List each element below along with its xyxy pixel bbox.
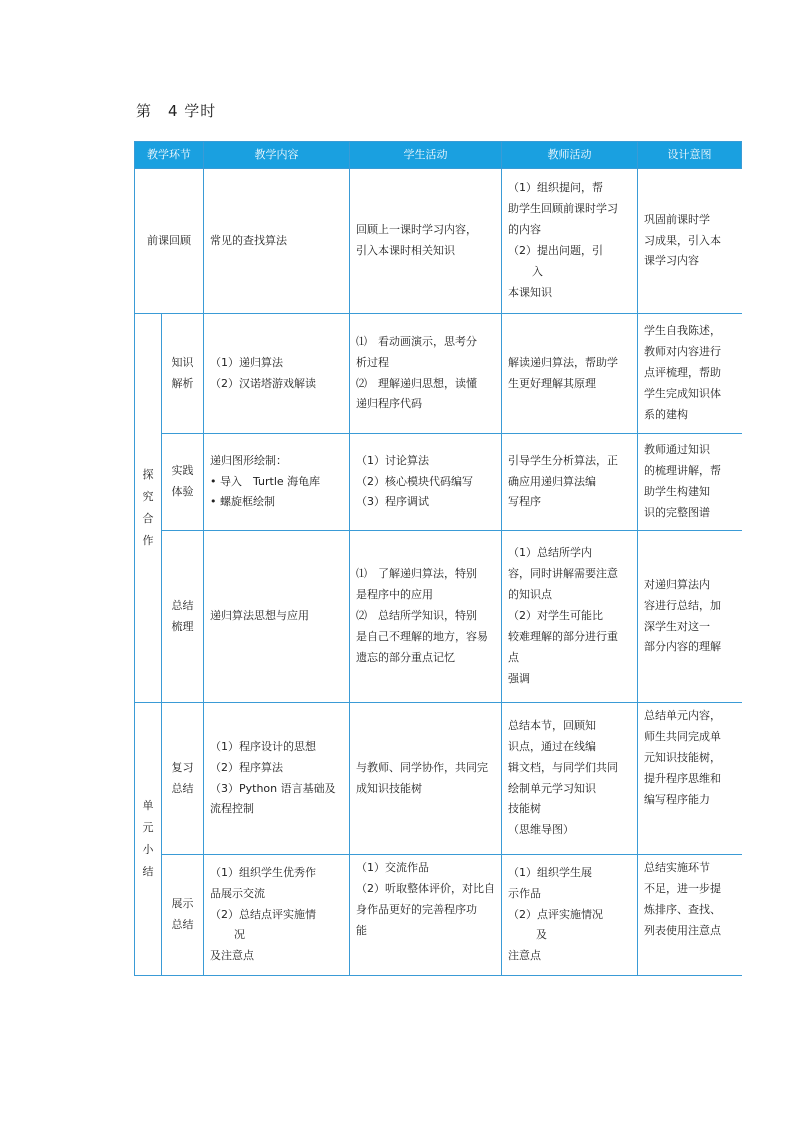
student-cell: 回顾上一课时学习内容， 引入本课时相关知识	[350, 169, 502, 314]
stage-cell: 复习 总结	[162, 703, 204, 855]
intent-cell: 教师通过知识 的梳理讲解，帮 助学生构建知 识的完整图谱	[638, 434, 742, 531]
header-intent: 设计意图	[638, 142, 742, 169]
table-row	[135, 531, 742, 703]
group-explore: 探 究 合 作	[135, 314, 162, 703]
content-cell: （1）程序设计的思想 （2）程序算法 （3）Python 语言基础及 流程控制	[204, 703, 350, 855]
student-cell: （1）讨论算法 （2）核心模块代码编写 （3）程序调试	[350, 434, 502, 531]
student-cell: ⑴ 看动画演示，思考分 析过程 ⑵ 理解递归思想，读懂 递归程序代码	[350, 314, 502, 434]
table-header-row	[135, 142, 742, 169]
header-content: 教学内容	[204, 142, 350, 169]
content-cell: 递归图形绘制： • 导入 Turtle 海龟库 • 螺旋框绘制	[204, 434, 350, 531]
stage-cell: 总结 梳理	[162, 531, 204, 703]
student-cell: （1）交流作品 （2）听取整体评价，对比自 身作品更好的完善程序功 能	[350, 855, 502, 976]
stage-cell: 展示 总结	[162, 855, 204, 976]
content-cell: 常见的查找算法	[204, 169, 350, 314]
content-cell: 递归算法思想与应用	[204, 531, 350, 703]
stage-cell: 前课回顾	[135, 169, 204, 314]
page-title: 第 4 学时	[136, 102, 217, 120]
intent-cell: 对递归算法内 容进行总结，加 深学生对这一 部分内容的理解	[638, 531, 742, 703]
lesson-plan-table	[134, 141, 742, 976]
header-stage: 教学环节	[135, 142, 204, 169]
teacher-cell: 引导学生分析算法，正 确应用递归算法编 写程序	[502, 434, 638, 531]
intent-cell: 总结实施环节 不足，进一步提 炼排序、查找、 列表使用注意点	[638, 855, 742, 976]
teacher-cell: （1）组织学生展 示作品 （2）点评实施情况 及 注意点	[502, 855, 638, 976]
teacher-cell: 解读递归算法，帮助学 生更好理解其原理	[502, 314, 638, 434]
content-cell: （1）递归算法 （2）汉诺塔游戏解读	[204, 314, 350, 434]
teacher-cell: 总结本节，回顾知 识点，通过在线编 辑文档，与同学们共同 绘制单元学习知识 技能树 （思维导图）	[502, 703, 638, 855]
intent-cell: 学生自我陈述， 教师对内容进行 点评梳理，帮助 学生完成知识体 系的建构	[638, 314, 742, 434]
table-row	[135, 855, 742, 976]
intent-cell: 总结单元内容， 师生共同完成单 元知识技能树， 提升程序思维和 编写程序能力	[638, 703, 742, 855]
table-row	[135, 314, 742, 434]
group-unit: 单 元 小 结	[135, 703, 162, 976]
content-cell: （1）组织学生优秀作 品展示交流 （2）总结点评实施情 况 及注意点	[204, 855, 350, 976]
header-teacher: 教师活动	[502, 142, 638, 169]
table-row	[135, 434, 742, 531]
teacher-cell: （1）总结所学内 容，同时讲解需要注意 的知识点 （2）对学生可能比 较难理解的部分进行重 点 强调	[502, 531, 638, 703]
table-row	[135, 703, 742, 855]
intent-cell: 巩固前课时学 习成果，引入本 课学习内容	[638, 169, 742, 314]
stage-cell: 知识 解析	[162, 314, 204, 434]
stage-cell: 实践 体验	[162, 434, 204, 531]
student-cell: 与教师、同学协作，共同完 成知识技能树	[350, 703, 502, 855]
table-row	[135, 169, 742, 314]
student-cell: ⑴ 了解递归算法，特别 是程序中的应用 ⑵ 总结所学知识，特别 是自己不理解的地方，容易 遗忘的部分重点记忆	[350, 531, 502, 703]
teacher-cell: （1）组织提问，帮 助学生回顾前课时学习 的内容 （2）提出问题，引 入 本课知识	[502, 169, 638, 314]
header-student: 学生活动	[350, 142, 502, 169]
